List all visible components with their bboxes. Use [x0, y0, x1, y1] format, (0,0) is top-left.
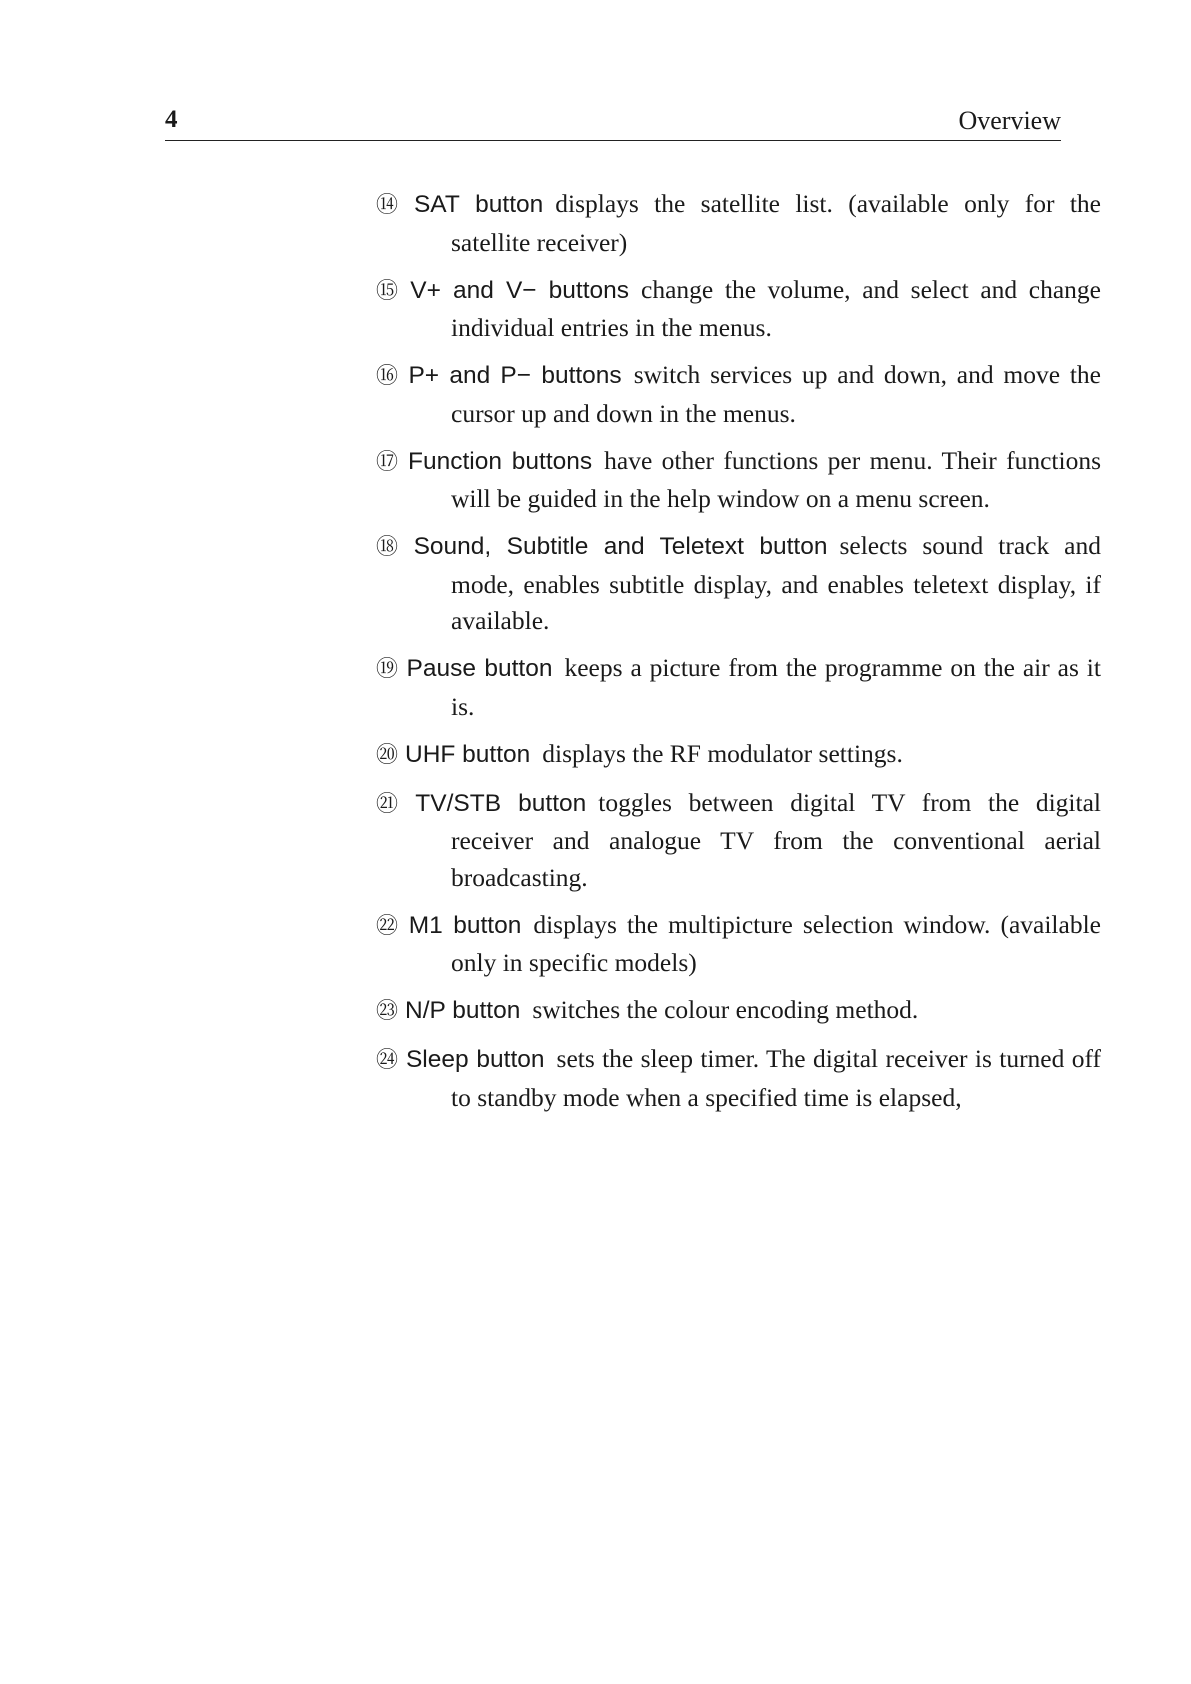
item-number: ㉒	[376, 913, 402, 939]
list-item	[376, 907, 1101, 982]
list-item	[376, 528, 1101, 640]
button-description: have other functions per menu. Their functions will be guided in the help window on a menu screen.	[451, 445, 1101, 513]
list-item	[376, 785, 1101, 897]
button-label: SAT button	[413, 191, 544, 218]
button-description: displays the RF modulator settings.	[542, 738, 903, 768]
item-number: ⑲	[376, 657, 400, 682]
button-description: sets the sleep timer. The digital receiver is turned off to standby mode when a specified time is elapsed,	[451, 1044, 1101, 1112]
item-number: ⑰	[376, 449, 401, 475]
item-number: ㉓	[376, 999, 399, 1024]
item-number: ㉑	[376, 791, 409, 817]
list-item	[376, 272, 1101, 347]
button-description: toggles between digital TV from the digital receiver and analogue TV from the conventional aerial broadcasting.	[451, 787, 1101, 892]
list-item	[376, 992, 1101, 1031]
list-item	[376, 1041, 1101, 1116]
item-number: ⑯	[376, 364, 402, 389]
page-number: 4	[165, 106, 178, 133]
button-description: keeps a picture from the programme on the air as it is.	[451, 653, 1101, 721]
list-item	[376, 186, 1101, 261]
button-description: switch services up and down, and move the cursor up and down in the menus.	[451, 360, 1101, 428]
list-item	[376, 357, 1101, 432]
button-label: P+ and P− buttons	[408, 362, 622, 389]
button-label: Function buttons	[408, 447, 593, 475]
button-label: TV/STB button	[415, 789, 587, 817]
button-description: selects sound track and mode, enables subtitle display, and enables teletext display, if available.	[451, 531, 1101, 635]
button-label: M1 button	[408, 911, 522, 939]
list-item	[376, 443, 1101, 518]
button-description: displays the multipicture selection window. (available only in specific models)	[451, 909, 1101, 977]
button-description: switches the colour encoding method.	[532, 995, 919, 1024]
button-description: change the volume, and select and change individual entries in the menus.	[451, 274, 1101, 342]
item-number: ㉔	[376, 1048, 399, 1073]
list-item	[376, 650, 1101, 725]
button-label: UHF button	[405, 740, 531, 768]
running-title: Overview	[958, 106, 1061, 135]
button-label: Sound, Subtitle and Teletext button	[413, 533, 828, 560]
button-label: N/P button	[405, 997, 521, 1024]
button-label: V+ and V− buttons	[410, 276, 630, 304]
item-number: ⑮	[376, 278, 404, 304]
page-header	[165, 104, 1061, 141]
button-description: displays the satellite list. (available only for the satellite receiver)	[451, 189, 1101, 257]
button-label: Pause button	[406, 655, 553, 682]
item-number: ⑭	[376, 193, 407, 218]
item-number: ⑳	[376, 742, 399, 768]
button-label: Sleep button	[405, 1046, 545, 1073]
item-number: ⑱	[376, 535, 407, 560]
button-descriptions-list	[376, 186, 1101, 1127]
list-item	[376, 736, 1101, 775]
